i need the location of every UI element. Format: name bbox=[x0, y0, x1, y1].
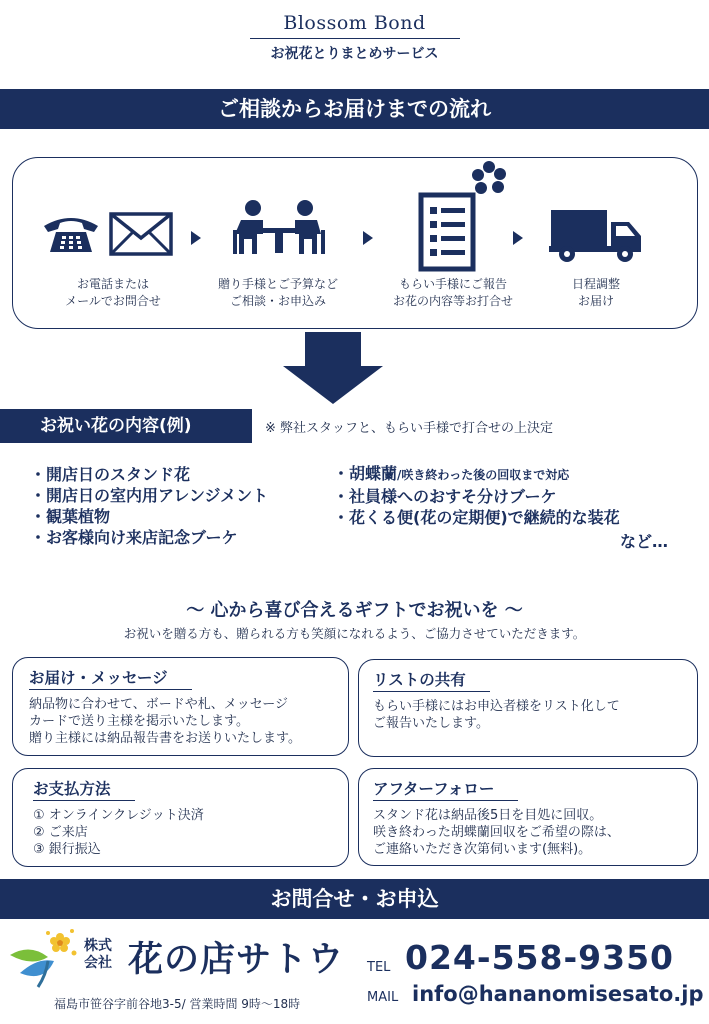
list-item: ・開店日の室内用アレンジメント bbox=[30, 486, 269, 505]
phone-icon bbox=[40, 208, 102, 256]
down-arrow-icon bbox=[283, 332, 383, 404]
payment-card bbox=[12, 768, 349, 867]
card-line: ② ご来店 bbox=[33, 825, 88, 840]
list-item-note: /咲き終わった後の回収まで対応 bbox=[397, 468, 570, 482]
contact-heading: お問合せ・お申込 bbox=[0, 879, 709, 919]
card-line: 納品物に合わせて、ボードや札、メッセージ bbox=[29, 697, 288, 712]
card-body bbox=[373, 807, 683, 858]
flow-box bbox=[12, 157, 698, 329]
step-4-line2: お届け bbox=[577, 294, 614, 308]
brand-divider bbox=[250, 38, 460, 39]
contents-right-list bbox=[333, 463, 620, 528]
card-body bbox=[29, 696, 334, 747]
flower-logo-icon bbox=[8, 927, 82, 991]
step-4-line1: 日程調整 bbox=[571, 277, 620, 291]
brand-name: Blossom Bond bbox=[283, 12, 426, 34]
step-arrow-icon bbox=[363, 231, 373, 245]
shop-name: 花の店サトウ bbox=[128, 940, 345, 980]
address: 福島市笹谷字前谷地3-5/ 営業時間 9時～18時 bbox=[54, 997, 301, 1011]
aftercare-card bbox=[358, 768, 698, 866]
card-line: 咲き終わった胡蝶蘭回収をご希望の際は、 bbox=[373, 825, 620, 840]
etc-text: など… bbox=[620, 532, 669, 551]
step-arrow-icon bbox=[191, 231, 201, 245]
flow-heading: ご相談からお届けまでの流れ bbox=[0, 89, 709, 129]
company-type-line2: 会社 bbox=[84, 955, 112, 971]
report-with-flower-icon bbox=[416, 161, 512, 273]
card-title: アフターフォロー bbox=[373, 777, 518, 801]
card-line: ご連絡いただき次第伺います(無料)。 bbox=[373, 842, 592, 857]
list-item-main: ・胡蝶蘭 bbox=[333, 464, 398, 483]
card-title: お届け・メッセージ bbox=[29, 666, 192, 690]
company-type-line1: 株式 bbox=[84, 938, 112, 954]
step-2-line1: 贈り手様とご予算など bbox=[217, 277, 338, 291]
step-1-line2: メールでお問合せ bbox=[65, 294, 161, 308]
card-line: ① オンラインクレジット決済 bbox=[33, 808, 204, 823]
step-3-line2: お花の内容等お打合せ bbox=[392, 294, 513, 308]
step-2-line2: ご相談・お申込み bbox=[229, 294, 326, 308]
contents-left-list bbox=[30, 464, 268, 548]
list-item bbox=[333, 507, 620, 528]
tel-number[interactable]: 024-558-9350 bbox=[405, 938, 675, 977]
card-title: お支払方法 bbox=[33, 777, 135, 801]
brand-header bbox=[0, 12, 709, 63]
card-line: ③ 銀行振込 bbox=[33, 842, 101, 857]
step-1-line1: お電話または bbox=[76, 277, 149, 291]
card-line: 贈り主様には納品報告書をお送りいたします。 bbox=[29, 731, 301, 746]
mail-label: MAIL bbox=[367, 990, 399, 1005]
card-line: ご報告いたします。 bbox=[373, 716, 489, 731]
step-arrow-icon bbox=[513, 231, 523, 245]
list-item: ・お客様向け来店記念ブーケ bbox=[30, 528, 238, 547]
contents-note: ※ 弊社スタッフと、もらい手様で打合せの上決定 bbox=[265, 421, 554, 436]
list-item bbox=[333, 486, 620, 507]
brand-subtitle: お祝花とりまとめサービス bbox=[270, 46, 439, 62]
list-item-main: ・社員様へのおすそ分けブーケ bbox=[333, 487, 557, 506]
meeting-icon bbox=[233, 198, 325, 258]
card-line: もらい手様にはお申込者様をリスト化して bbox=[373, 699, 620, 714]
step-1-text bbox=[53, 276, 173, 310]
step-4-text bbox=[541, 276, 651, 310]
list-item bbox=[333, 463, 620, 486]
mail-address[interactable]: info@hananomisesato.jp bbox=[412, 982, 704, 1006]
step-3-line1: もらい手様にご報告 bbox=[398, 277, 507, 291]
card-line: カードで送り主様を掲示いたします。 bbox=[29, 714, 249, 729]
delivery-card bbox=[12, 657, 349, 756]
list-item: ・開店日のスタンド花 bbox=[30, 465, 191, 484]
mail-icon bbox=[109, 212, 173, 256]
card-line: スタンド花は納品後5日を目処に回収。 bbox=[373, 808, 603, 823]
slogan: ～ 心から喜び合えるギフトでお祝いを ～ bbox=[186, 600, 523, 621]
truck-icon bbox=[549, 208, 643, 264]
card-body bbox=[33, 807, 334, 858]
list-item-main: ・花くる便(花の定期便)で継続的な装花 bbox=[333, 508, 620, 527]
slogan-sub: お祝いを贈る方も、贈られる方も笑顔になれるよう、ご協力させていただきます。 bbox=[123, 626, 586, 641]
list-item: ・観葉植物 bbox=[30, 507, 111, 526]
contents-tag: お祝い花の内容(例) bbox=[0, 409, 252, 443]
company-type bbox=[84, 938, 112, 972]
list-share-card bbox=[358, 659, 698, 757]
step-2-text bbox=[198, 276, 358, 310]
card-title: リストの共有 bbox=[373, 668, 490, 692]
card-body bbox=[373, 698, 683, 732]
step-3-text bbox=[373, 276, 533, 310]
tel-label: TEL bbox=[367, 960, 391, 975]
